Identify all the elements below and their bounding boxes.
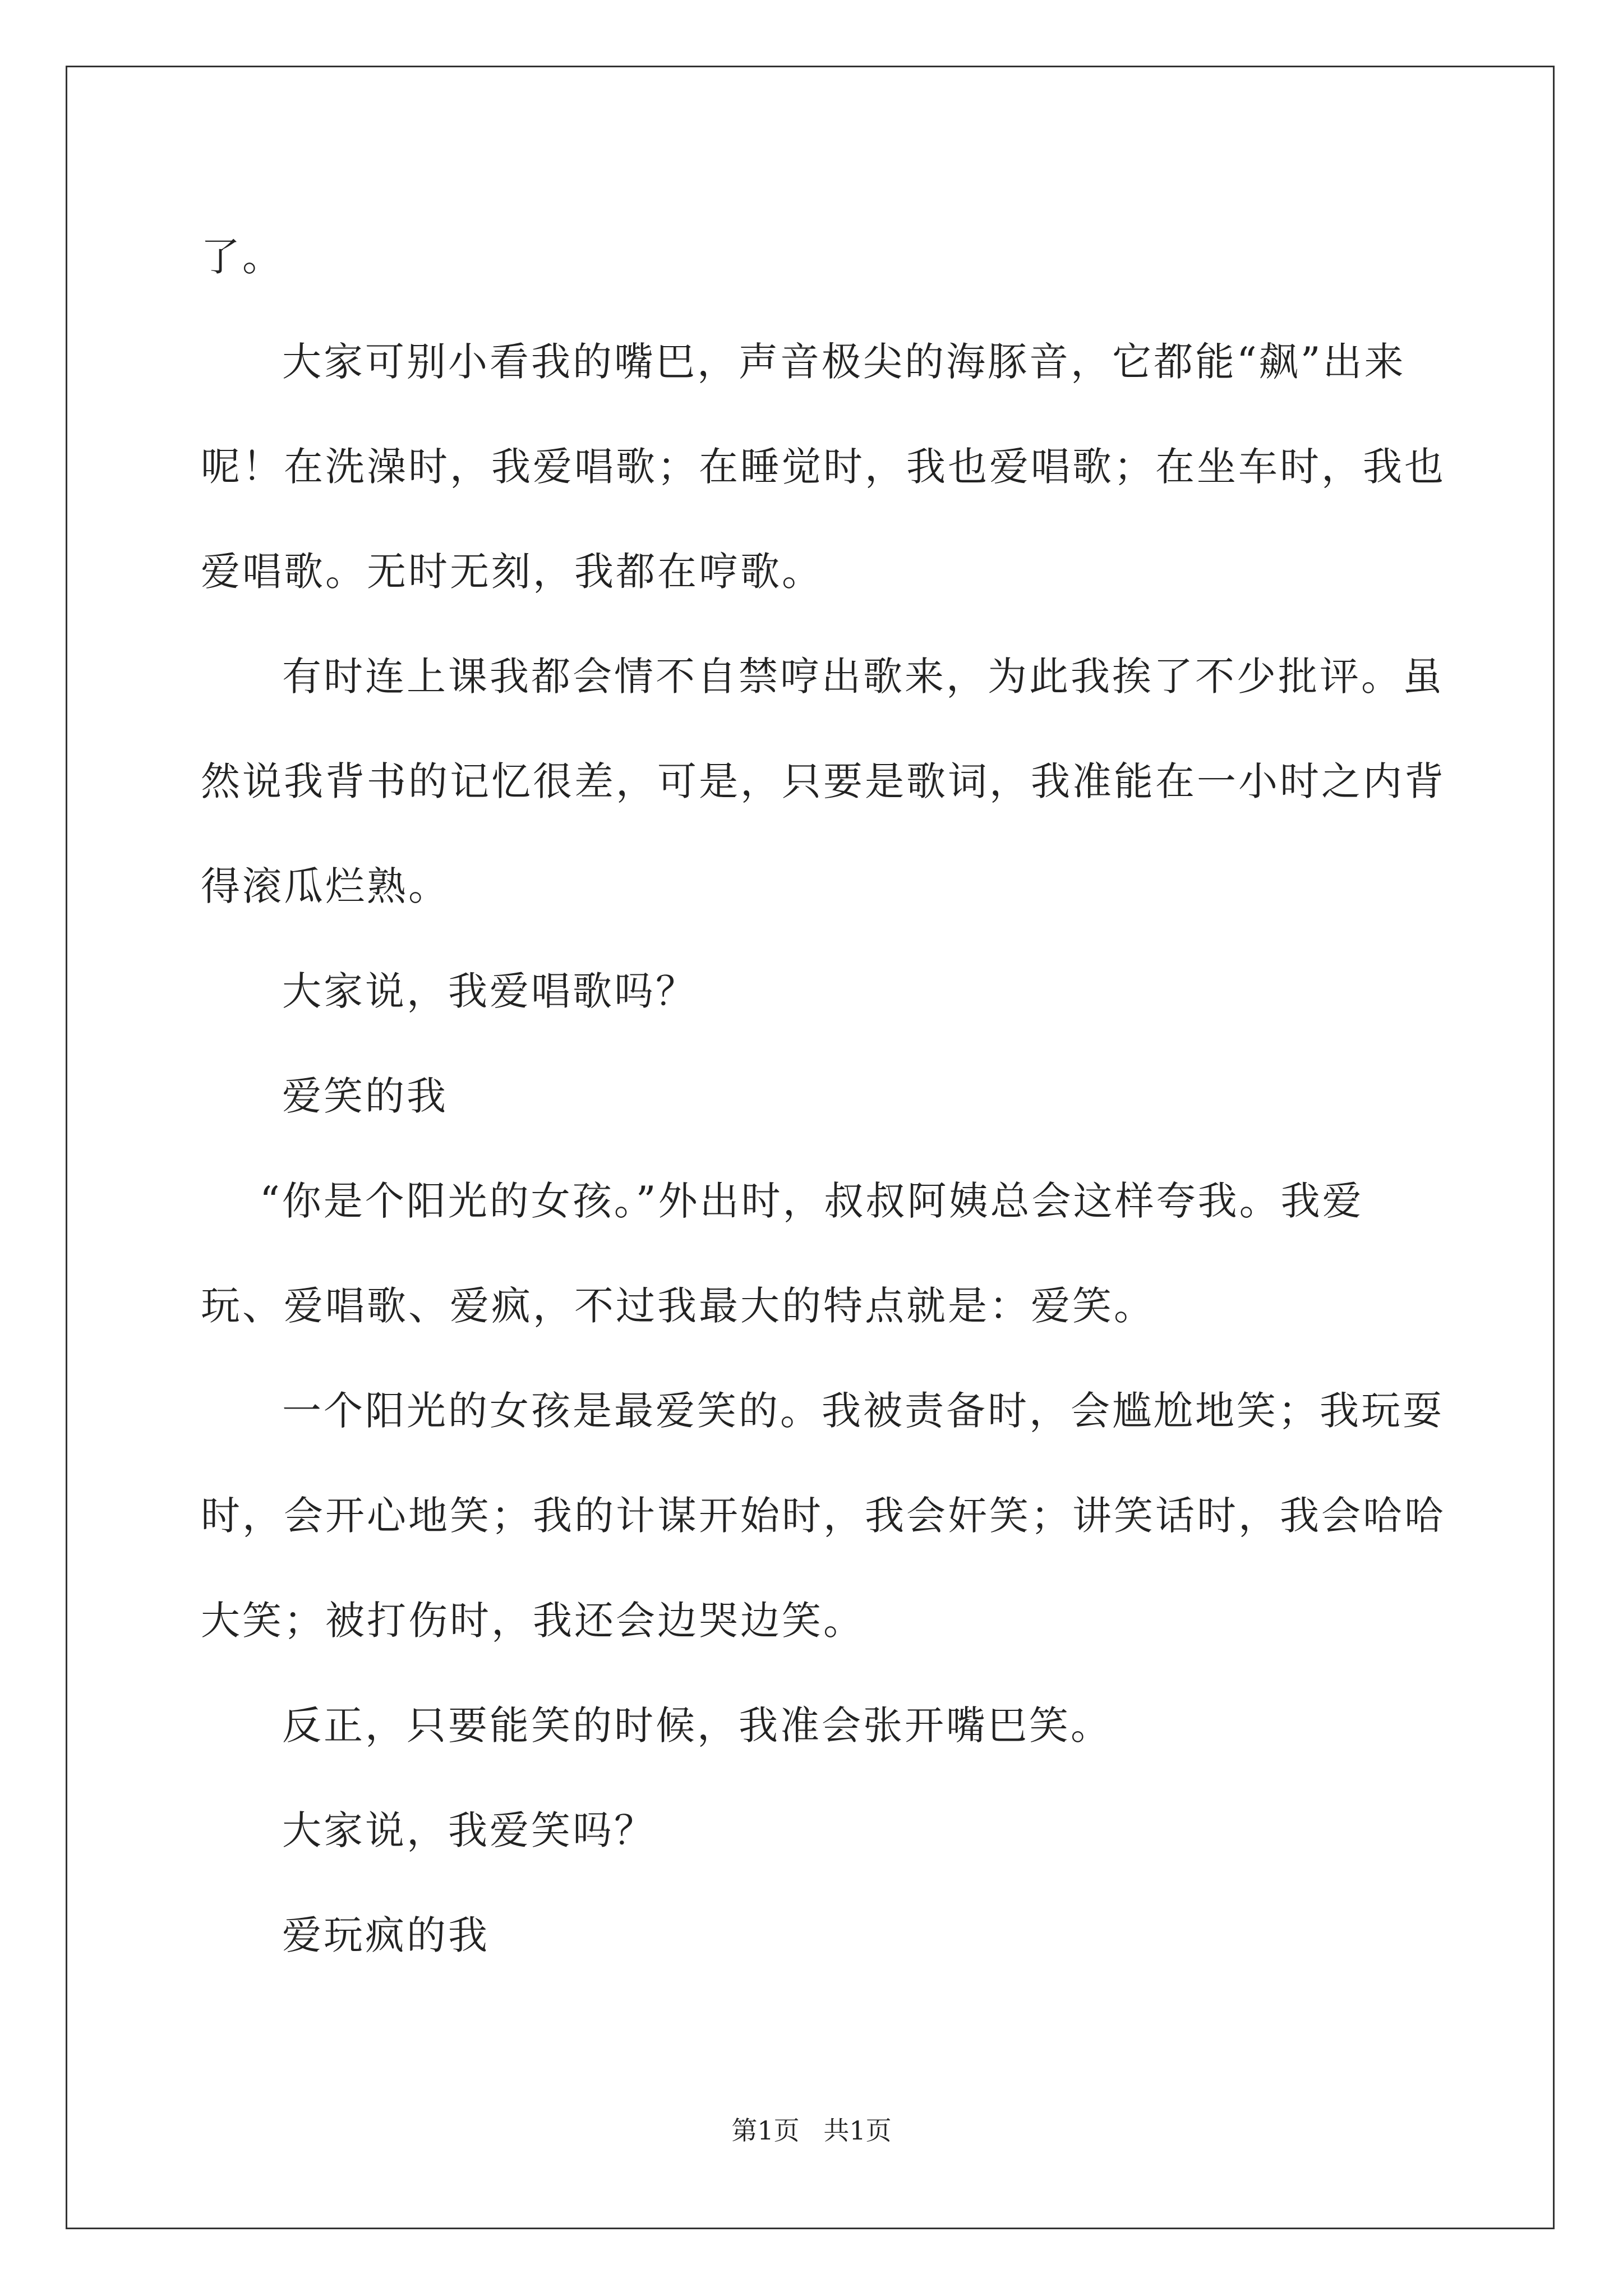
text-line: 玩、爱唱歌、爱疯，不过我最大的特点就是：爱笑。	[201, 1283, 1155, 1329]
text-line: 得滚瓜烂熟。	[201, 863, 450, 909]
text-line: 一个阳光的女孩是最爱笑的。我被责备时，会尴尬地笑；我玩耍	[282, 1388, 1444, 1434]
section-heading: 爱玩疯的我	[282, 1912, 490, 1958]
text-line: 爱唱歌。无时无刻，我都在哼歌。	[201, 549, 823, 595]
text-line: 有时连上课我都会情不自禁哼出歌来，为此我挨了不少批评。虽	[282, 654, 1444, 700]
text-line: 时，会开心地笑；我的计谋开始时，我会奸笑；讲笑话时，我会哈哈	[201, 1493, 1446, 1539]
text-line: 然说我背书的记忆很差，可是，只要是歌词，我准能在一小时之内背	[201, 758, 1446, 804]
text-line: 了。	[201, 234, 284, 280]
text-line: 大家说，我爱唱歌吗？	[282, 968, 697, 1014]
text-line: 呢！在洗澡时，我爱唱歌；在睡觉时，我也爱唱歌；在坐车时，我也	[201, 444, 1446, 490]
document-body	[201, 205, 1446, 1988]
text-line: 大笑；被打伤时，我还会边哭边笑。	[201, 1598, 865, 1644]
page-footer	[0, 2114, 1623, 2147]
text-line: 反正，只要能笑的时候，我准会张开嘴巴笑。	[282, 1703, 1112, 1749]
page-number-total: 共1页	[823, 2115, 892, 2146]
page-number-current: 第1页	[731, 2115, 800, 2146]
section-heading: 爱笑的我	[282, 1073, 448, 1119]
text-line: 大家说，我爱笑吗？	[282, 1807, 656, 1853]
text-line: 大家可别小看我的嘴巴，声音极尖的海豚音，它都能“飙”出来	[282, 339, 1406, 385]
text-line: “你是个阳光的女孩。”外出时，叔叔阿姨总会这样夸我。我爱	[260, 1178, 1364, 1224]
